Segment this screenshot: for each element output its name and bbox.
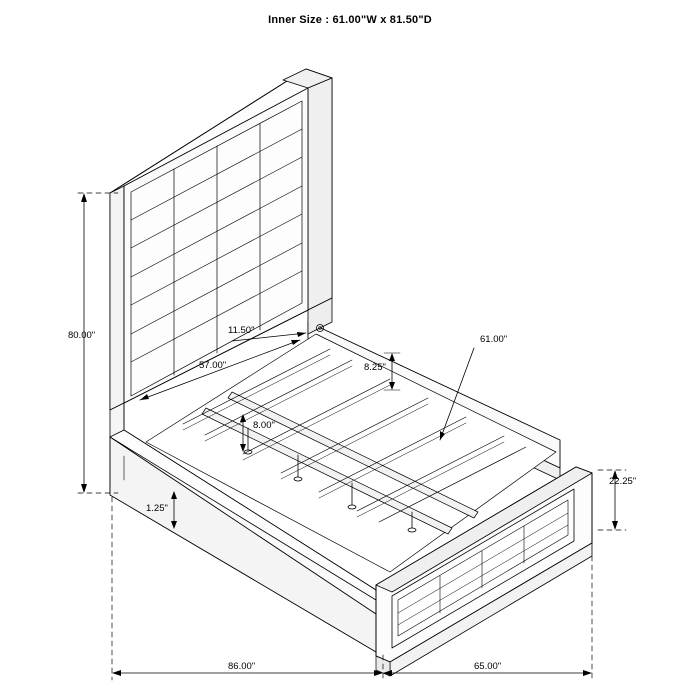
dim-label-mattress-width: 61.00" <box>480 334 508 345</box>
dim-label-overall-width: 65.00" <box>474 661 502 672</box>
dim-label-footboard-height: 22.25" <box>609 476 637 487</box>
dim-label-headboard-height: 80.00" <box>68 330 96 341</box>
dim-label-slat-height: 8.00" <box>253 420 275 431</box>
dim-label-rail-bottom: 1.25" <box>146 503 168 514</box>
dim-label-headboard-width: 57.00" <box>199 360 227 371</box>
page-title: Inner Size : 61.00"W x 81.50"D <box>268 14 432 26</box>
dim-label-overall-length: 86.00" <box>228 661 256 672</box>
dim-label-rail-height: 8.25" <box>364 362 386 373</box>
dim-label-headboard-depth: 11.50" <box>228 325 255 336</box>
